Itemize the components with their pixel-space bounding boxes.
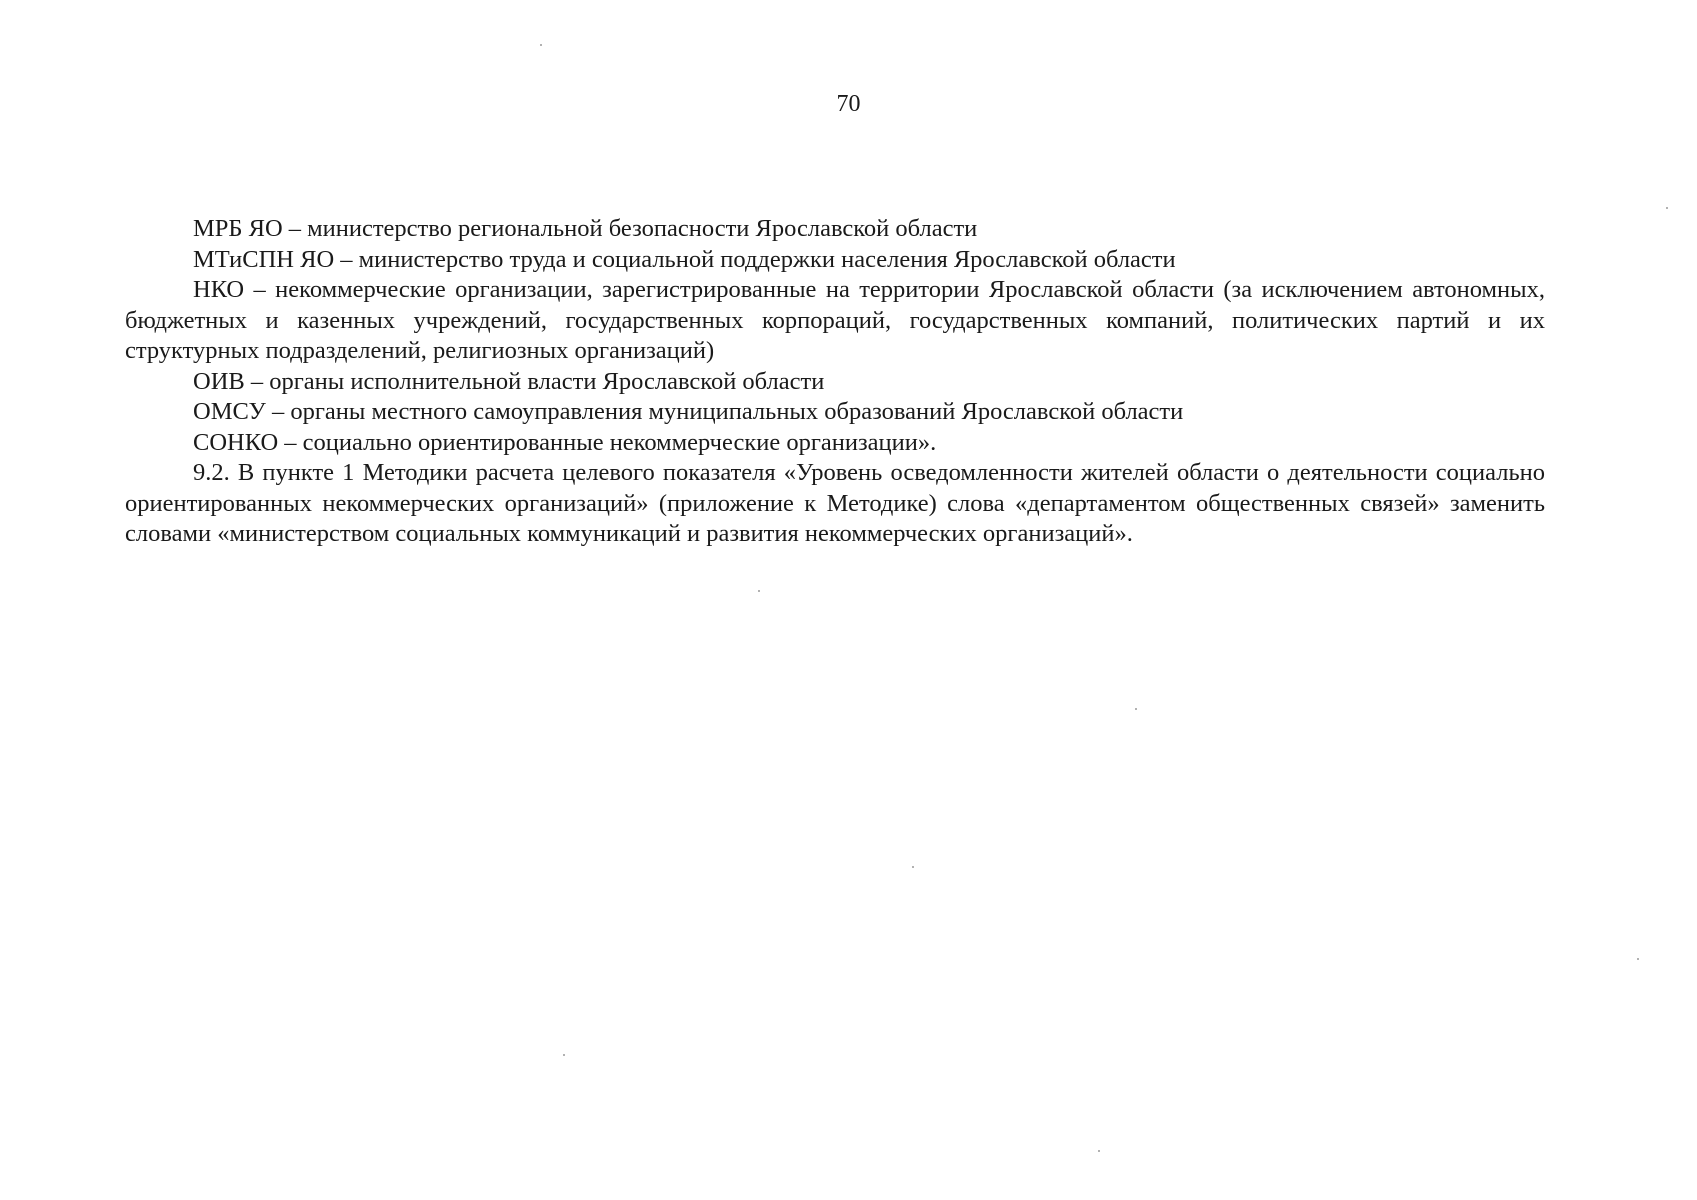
- scan-speck: [1098, 1150, 1100, 1152]
- scan-speck: [1666, 207, 1668, 209]
- amendment-paragraph-9-2: 9.2. В пункте 1 Методики расчета целевого показателя «Уровень осведомленности жителей области о деятельности социально ориентированных некоммерческих организаций» (приложение к Методике) слова «департаментом общественных связей» заменить словами «министерством социальных коммуникаций и развития некоммерческих организаций».: [125, 459, 1545, 547]
- scan-speck: [1637, 958, 1639, 960]
- abbreviation-mtispn: МТиСПН ЯО – министерство труда и социальной поддержки населения Ярославской области: [193, 245, 1176, 273]
- page-number: 70: [836, 91, 861, 117]
- scan-speck: [1135, 708, 1137, 710]
- scan-speck: [758, 590, 760, 592]
- scan-speck: [563, 1054, 565, 1056]
- abbreviation-sonko: СОНКО – социально ориентированные некоммерческие организации».: [193, 428, 937, 456]
- abbreviation-omsu: ОМСУ – органы местного самоуправления муниципальных образований Ярославской области: [193, 398, 1184, 425]
- scan-speck: [912, 866, 914, 868]
- abbreviation-nko: НКО – некоммерческие организации, зарегистрированные на территории Ярославской области (за исключением автономных, бюджетных и казенных учреждений, государственных корпораций, государственных компаний, политических партий и их структурных подразделений, религиозных организаций): [125, 276, 1545, 364]
- scan-speck: [540, 44, 542, 46]
- document-body: [125, 214, 1545, 550]
- abbreviation-mrb: МРБ ЯО – министерство региональной безопасности Ярославской области: [193, 215, 978, 242]
- abbreviation-oiv: ОИВ – органы исполнительной власти Ярославской области: [193, 367, 825, 395]
